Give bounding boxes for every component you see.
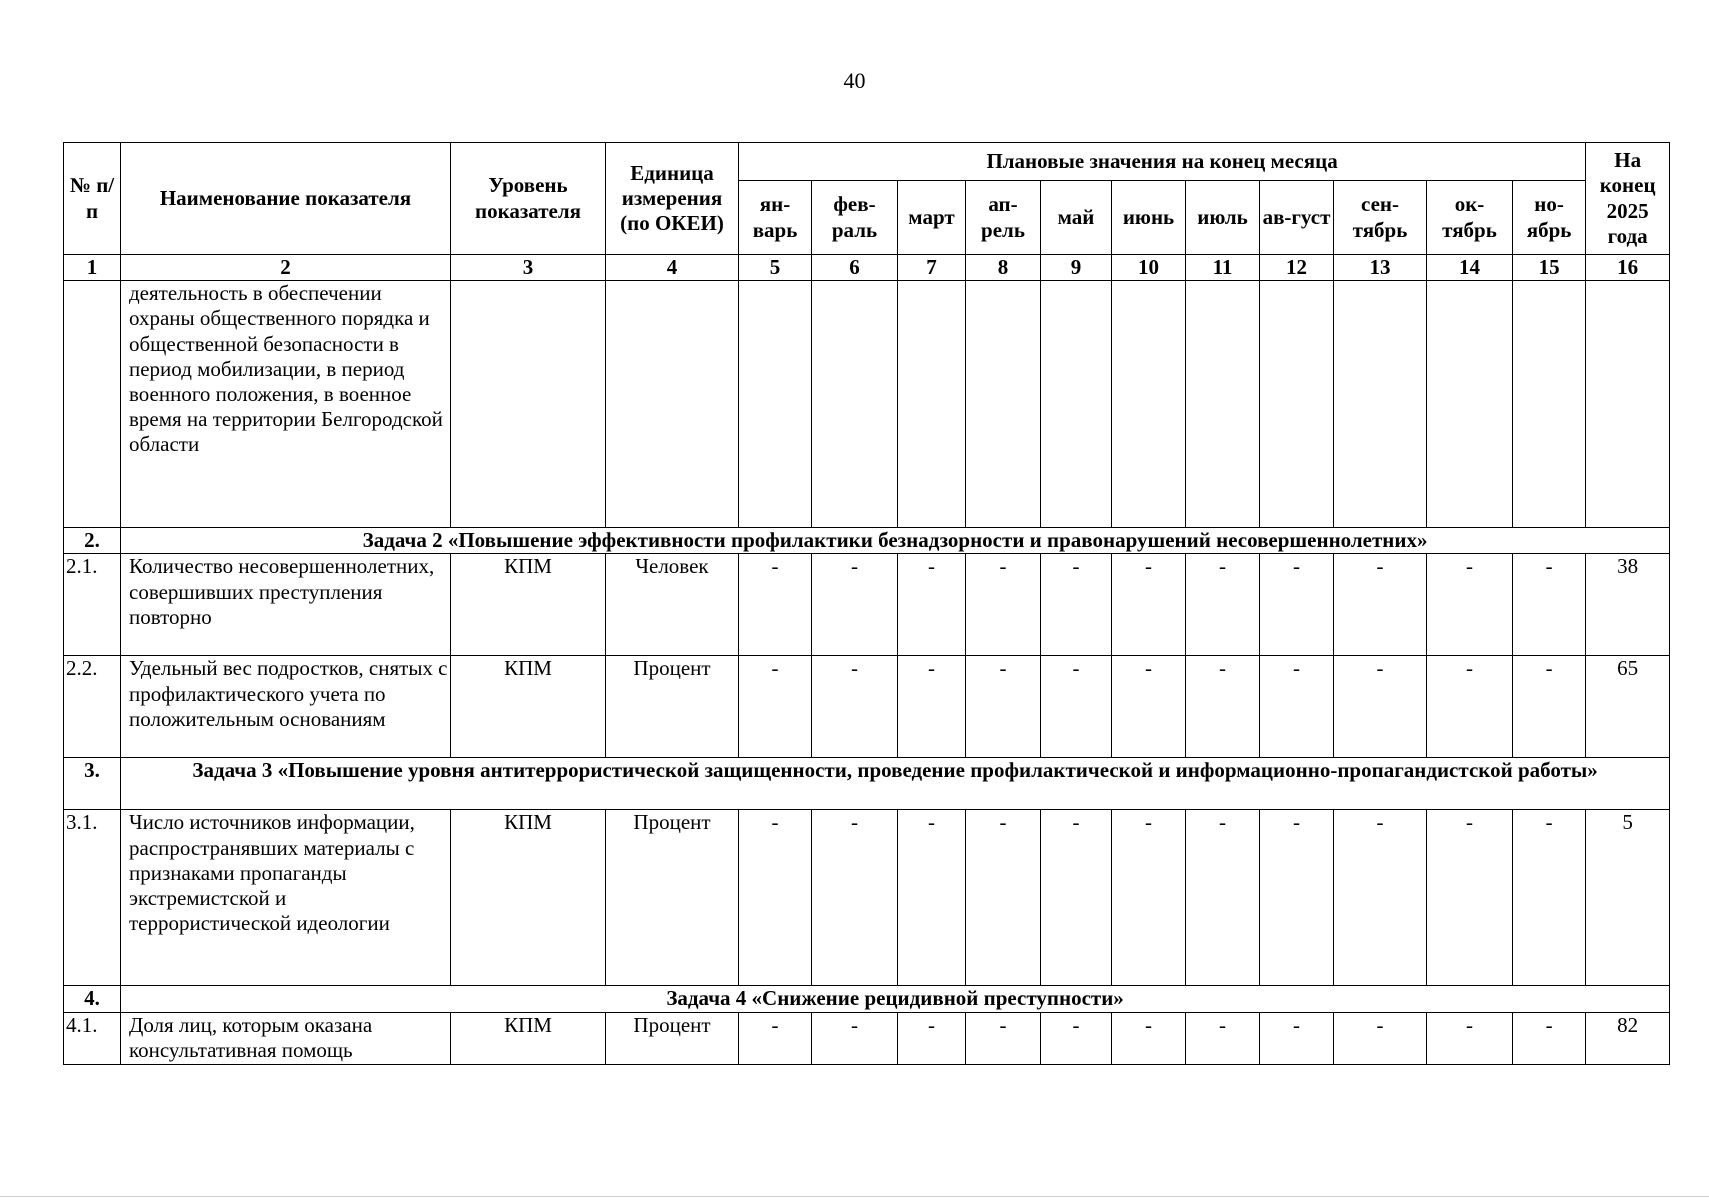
- column-number: 16: [1586, 255, 1670, 281]
- month-value: -: [1513, 1012, 1586, 1064]
- month-value: -: [966, 554, 1041, 656]
- table-row: [64, 656, 1670, 758]
- indicator-level: КПМ: [451, 656, 606, 758]
- month-header: сен-тябрь: [1334, 181, 1427, 255]
- month-value: -: [1041, 656, 1112, 758]
- indicator-name: Число источников информации, распространявших материалы с признаками пропаганды экстремистской и террористической идеологии: [121, 810, 451, 986]
- month-value: -: [739, 1012, 812, 1064]
- month-value: -: [812, 554, 898, 656]
- row-number: 2.2.: [64, 656, 121, 758]
- month-value: -: [739, 810, 812, 986]
- month-value: -: [898, 810, 966, 986]
- header-num: № п/п: [64, 143, 121, 255]
- column-number: 13: [1334, 255, 1427, 281]
- month-header: март: [898, 181, 966, 255]
- header-year-end: На конец 2025 года: [1586, 143, 1670, 255]
- month-value: -: [1334, 656, 1427, 758]
- month-value: -: [1112, 810, 1186, 986]
- month-value: -: [1513, 810, 1586, 986]
- indicator-level: КПМ: [451, 1012, 606, 1064]
- column-number: 4: [606, 255, 739, 281]
- month-value: -: [1112, 554, 1186, 656]
- month-header: июнь: [1112, 181, 1186, 255]
- column-number: 3: [451, 255, 606, 281]
- indicator-level: КПМ: [451, 554, 606, 656]
- column-number: 5: [739, 255, 812, 281]
- task-title: Задача 2 «Повышение эффективности профилактики безнадзорности и правонарушений несовершеннолетних»: [121, 528, 1670, 554]
- month-value: -: [1427, 1012, 1513, 1064]
- month-value: -: [1427, 656, 1513, 758]
- indicator-level: КПМ: [451, 810, 606, 986]
- month-value: -: [1260, 1012, 1334, 1064]
- indicator-unit: Процент: [606, 1012, 739, 1064]
- row-number: 4.1.: [64, 1012, 121, 1064]
- table-row: [64, 810, 1670, 986]
- month-value: -: [1260, 656, 1334, 758]
- month-value: -: [1186, 810, 1260, 986]
- indicator-name: Количество несовершеннолетних, совершивших преступления повторно: [121, 554, 451, 656]
- indicator-name: Доля лиц, которым оказана консультативная помощь: [121, 1012, 451, 1064]
- task-number: 2.: [64, 528, 121, 554]
- column-number: 6: [812, 255, 898, 281]
- month-value: -: [1334, 554, 1427, 656]
- year-end-value: 38: [1586, 554, 1670, 656]
- month-value: -: [1041, 1012, 1112, 1064]
- column-number: 9: [1041, 255, 1112, 281]
- month-value: -: [966, 810, 1041, 986]
- month-header: фев-раль: [812, 181, 898, 255]
- indicator-name: Удельный вес подростков, снятых с профилактического учета по положительным основаниям: [121, 656, 451, 758]
- task-title: Задача 3 «Повышение уровня антитеррористической защищенности, проведение профилактической и информационно-пропагандистской работы»: [121, 758, 1670, 810]
- column-number: 1: [64, 255, 121, 281]
- month-header: ок-тябрь: [1427, 181, 1513, 255]
- column-number: 10: [1112, 255, 1186, 281]
- header-unit: Единица измерения (по ОКЕИ): [606, 143, 739, 255]
- column-number: 8: [966, 255, 1041, 281]
- page-number: 40: [843, 68, 866, 93]
- column-number: 12: [1260, 255, 1334, 281]
- task-title: Задача 4 «Снижение рецидивной преступности»: [121, 986, 1670, 1012]
- month-value: -: [1513, 554, 1586, 656]
- indicator-unit: Процент: [606, 656, 739, 758]
- header-level: Уровень показателя: [451, 143, 606, 255]
- month-header: ап-рель: [966, 181, 1041, 255]
- month-value: -: [1112, 1012, 1186, 1064]
- month-value: -: [1186, 656, 1260, 758]
- month-value: -: [1427, 810, 1513, 986]
- month-header: июль: [1186, 181, 1260, 255]
- month-header: ав-густ: [1260, 181, 1334, 255]
- task-number: 4.: [64, 986, 121, 1012]
- row-number: 3.1.: [64, 810, 121, 986]
- row-number: 2.1.: [64, 554, 121, 656]
- page-bottom-line: [0, 1196, 1709, 1197]
- column-number: 2: [121, 255, 451, 281]
- column-number: 7: [898, 255, 966, 281]
- month-value: -: [739, 554, 812, 656]
- column-number: 11: [1186, 255, 1260, 281]
- task-row: [64, 528, 1670, 554]
- month-value: -: [812, 810, 898, 986]
- header-plan: Плановые значения на конец месяца: [739, 143, 1586, 181]
- year-end-value: 65: [1586, 656, 1670, 758]
- column-numbers-row: [64, 255, 1670, 281]
- month-header: но-ябрь: [1513, 181, 1586, 255]
- month-value: -: [1186, 1012, 1260, 1064]
- month-value: -: [1427, 554, 1513, 656]
- year-end-value: 5: [1586, 810, 1670, 986]
- continuation-text: деятельность в обеспечении охраны общественного порядка и общественной безопасности в период мобилизации, в период военного положения, в военное время на территории Белгородской области: [121, 281, 451, 528]
- continuation-row: [64, 281, 1670, 528]
- task-row: [64, 986, 1670, 1012]
- month-value: -: [898, 656, 966, 758]
- month-value: -: [1260, 554, 1334, 656]
- indicator-unit: Человек: [606, 554, 739, 656]
- table-row: [64, 1012, 1670, 1064]
- month-value: -: [1260, 810, 1334, 986]
- header-name: Наименование показателя: [121, 143, 451, 255]
- month-header: ян-варь: [739, 181, 812, 255]
- month-value: -: [898, 554, 966, 656]
- month-value: -: [812, 1012, 898, 1064]
- indicator-unit: Процент: [606, 810, 739, 986]
- month-value: -: [739, 656, 812, 758]
- year-end-value: 82: [1586, 1012, 1670, 1064]
- month-value: -: [1112, 656, 1186, 758]
- column-number: 15: [1513, 255, 1586, 281]
- month-value: -: [1334, 1012, 1427, 1064]
- indicators-table: [63, 142, 1670, 1065]
- month-value: -: [1513, 656, 1586, 758]
- month-value: -: [1041, 554, 1112, 656]
- column-number: 14: [1427, 255, 1513, 281]
- month-value: -: [812, 656, 898, 758]
- month-value: -: [1041, 810, 1112, 986]
- month-value: -: [966, 656, 1041, 758]
- task-number: 3.: [64, 758, 121, 810]
- task-row: [64, 758, 1670, 810]
- table-body: [64, 281, 1670, 1064]
- month-value: -: [966, 1012, 1041, 1064]
- month-value: -: [1334, 810, 1427, 986]
- month-value: -: [1186, 554, 1260, 656]
- month-header: май: [1041, 181, 1112, 255]
- month-value: -: [898, 1012, 966, 1064]
- table-row: [64, 554, 1670, 656]
